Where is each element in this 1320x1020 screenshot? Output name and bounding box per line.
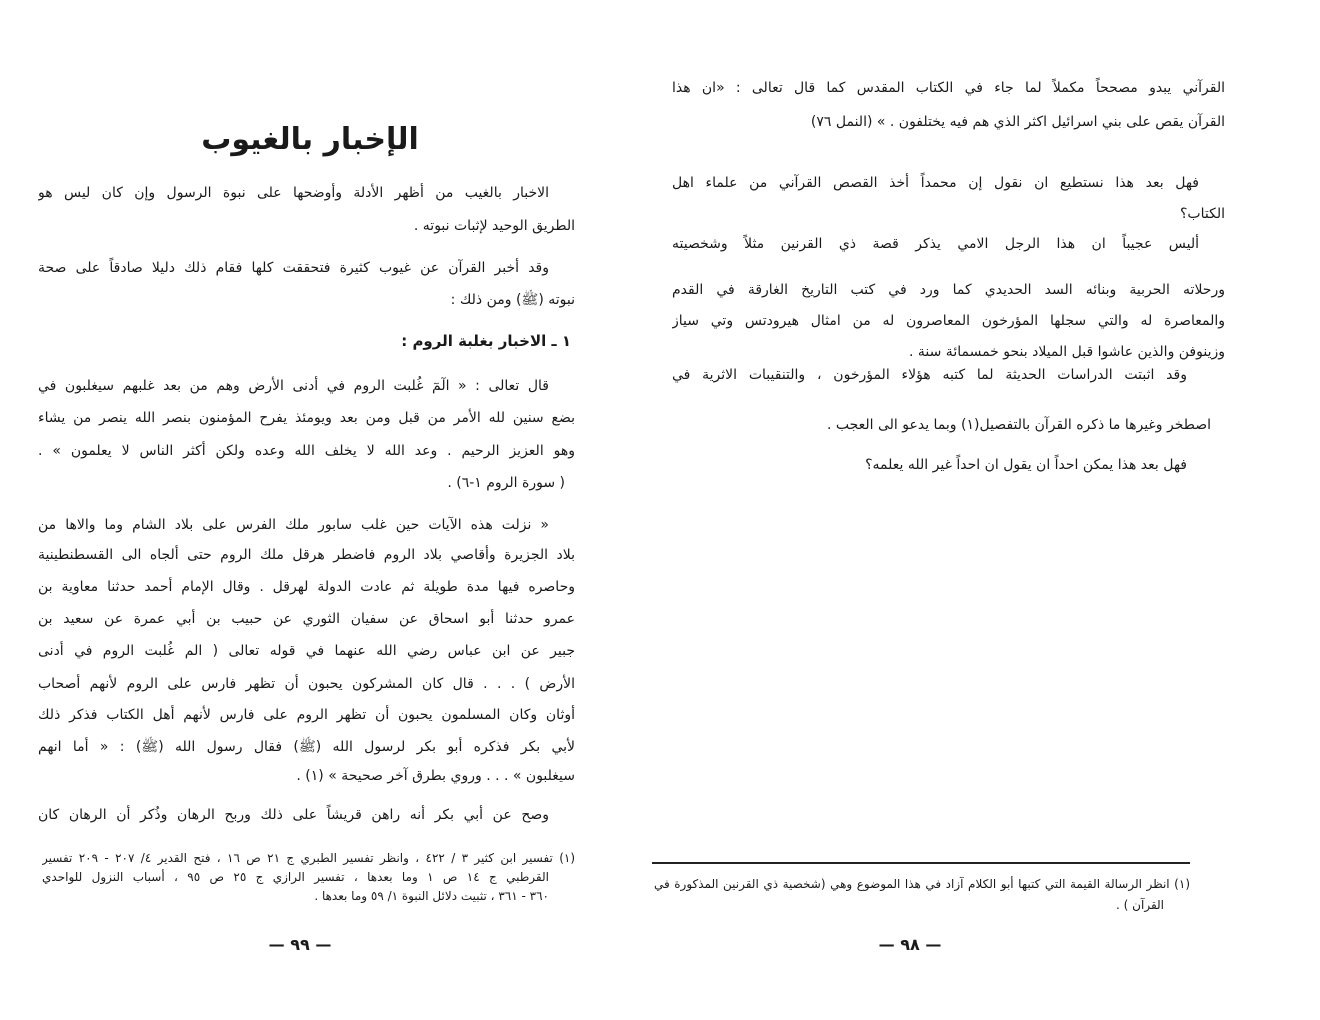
footnote-line: القرطبي ج ١٤ ص ١ وما بعدها ، تفسير الرازي ج ٢٥ ص ٩٥ ، أسباب النزول للواحدي	[42, 870, 549, 884]
text-line: القرآني يبدو مصححاً مكملاً لما جاء في الكتاب المقدس كما قال تعالى : «ان هذا	[672, 80, 1225, 96]
footnote-line: القرآن ) .	[1116, 898, 1164, 912]
text-line: اصطخر وغيرها ما ذكره القرآن بالتفصيل(١) وبما يدعو الى العجب .	[826, 417, 1211, 433]
text-line: « نزلت هذه الآيات حين غلب سابور ملك الفرس على بلاد الشام وما والاها من	[38, 517, 549, 533]
text-line: وقد أخبر القرآن عن غيوب كثيرة فتحققت كلها فقام ذلك دليلا صادقاً على صحة	[38, 260, 549, 276]
text-line: بلاد الجزيرة وأقاصي بلاد الروم فاضطر هرقل ملك الروم حتى ألجاه الى القسطنطينية	[38, 547, 575, 563]
page-number: — ٩٨ —	[878, 935, 942, 954]
text-line: نبوته (ﷺ) ومن ذلك :	[450, 292, 575, 308]
text-line: والمعاصرة له والتي سجلها المؤرخون المعاصرون له من امثال هيرودتس وتي سياز	[672, 313, 1225, 329]
text-line: أليس عجيباً ان هذا الرجل الامي يذكر قصة ذي القرنين مثلاً وشخصيته	[672, 236, 1199, 252]
left-page	[0, 0, 640, 1020]
text-line: الاخبار بالغيب من أظهر الأدلة وأوضحها على نبوة الرسول وإن كان ليس هو	[38, 185, 549, 201]
text-line: وزينوفن والذين عاشوا قبل الميلاد بنحو خمسمائة سنة .	[909, 344, 1225, 360]
text-line: فهل بعد هذا نستطيع ان نقول إن محمداً أخذ القصص القرآني من علماء اهل	[672, 175, 1199, 191]
text-line: أوثان وكان المسلمون يحبون أن تظهر الروم على فارس لأنهم أهل الكتاب فذكر ذلك	[38, 707, 575, 723]
text-line: وحاصره فيها مدة طويلة ثم عادت الدولة لهرقل . وقال الإمام أحمد حدثنا معاوية بن	[38, 579, 575, 595]
text-line: القرآن يقص على بني اسرائيل اكثر الذي هم فيه يختلفون . » (النمل ٧٦)	[810, 114, 1225, 130]
text-line: ورحلاته الحربية وبنائه السد الحديدي كما ورد في كتب التاريخ الغارقة في القدم	[672, 282, 1225, 298]
right-page	[640, 0, 1320, 1020]
footnote-separator	[652, 862, 1190, 864]
text-line: فهل بعد هذا يمكن احداً ان يقول ان احداً غير الله يعلمه؟	[865, 457, 1187, 473]
page-number: — ٩٩ —	[268, 935, 332, 954]
footnote-line: (١) تفسير ابن كثير ٣ / ٤٢٢ ، وانظر تفسير الطبري ج ٢١ ص ١٦ ، فتح القدير ٤/ ٢٠٧ - ٢٠٩ تفسير	[42, 851, 575, 865]
section-heading: ١ ـ الاخبار بغلبة الروم :	[401, 332, 571, 350]
footnote-line: (١) انظر الرسالة القيمة التي كتبها أبو الكلام آزاد في هذا الموضوع وهي (شخصية ذي القرنين المذكورة في	[654, 877, 1190, 891]
text-line: عمرو حدثنا أبو اسحاق عن سفيان الثوري عن حبيب بن أبي عمرة عن سعيد بن	[38, 611, 575, 627]
text-line: قال تعالى : « الٓمٓ غُلبت الروم في أدنى الأرض وهم من بعد غلبهم سيغلبون في	[38, 378, 549, 394]
text-line: لأبي بكر فذكره أبو بكر لرسول الله (ﷺ) فقال رسول الله (ﷺ) : « أما انهم	[38, 739, 575, 755]
text-line: الأرض ) . . . قال كان المشركون يحبون أن تظهر فارس على الروم لأنهم أصحاب	[38, 676, 575, 692]
text-line: ( سورة الروم ١-٦) .	[447, 475, 565, 491]
text-line: الطريق الوحيد لإثبات نبوته .	[413, 218, 575, 234]
text-line: الكتاب؟	[1180, 206, 1225, 222]
text-line: وهو العزيز الرحيم . وعد الله لا يخلف الله وعده ولكن أكثر الناس لا يعلمون » .	[38, 443, 575, 459]
text-line: وصح عن أبي بكر أنه راهن قريشاً على ذلك وربح الرهان وذُكر أن الرهان كان	[38, 807, 549, 823]
text-line: سيغلبون » . . . وروي بطرق آخر صحيحة » (١) .	[296, 768, 575, 784]
footnote-line: ٣٦٠ - ٣٦١ ، تثبيت دلائل النبوة ١/ ٥٩ وما بعدها .	[314, 889, 549, 903]
text-line: بضع سنين لله الأمر من قبل ومن بعد ويومئذ يفرح المؤمنون بنصر الله ينصر من يشاء	[38, 410, 575, 426]
chapter-title: الإخبار بالغيوب	[201, 122, 419, 157]
text-line: جبير عن ابن عباس رضي الله عنهما في قوله تعالى ( الم غُلبت الروم في أدنى	[38, 643, 575, 659]
text-line: وقد اثبتت الدراسات الحديثة لما كتبه هؤلاء المؤرخون ، والتنقيبات الاثرية في	[672, 367, 1187, 383]
